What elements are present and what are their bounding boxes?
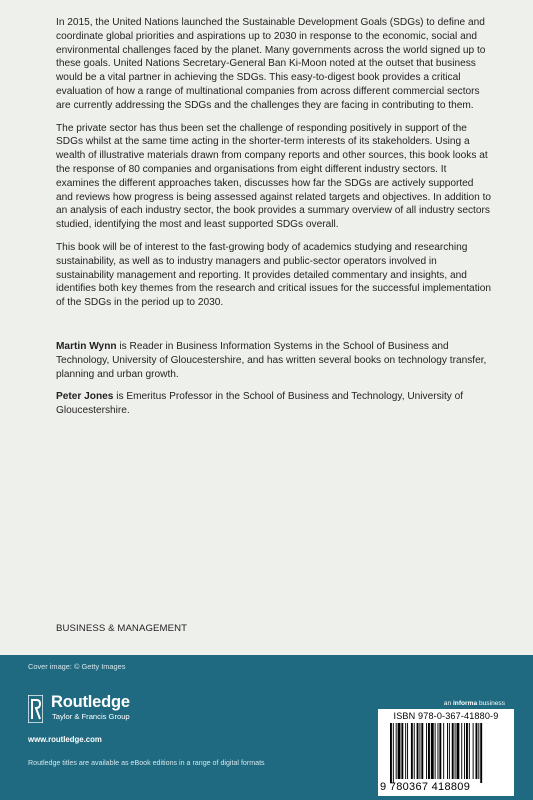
barcode-bar (396, 723, 397, 779)
author-bio-1 (56, 340, 492, 381)
barcode-bar (469, 723, 470, 779)
cover-image-credit: Cover image: © Getty Images (28, 662, 126, 671)
barcode-bar (480, 723, 482, 783)
barcode-bar (411, 723, 413, 779)
informa-business-tag (444, 700, 505, 707)
description-paragraph-2: The private sector has thus been set the challenge of responding positively in support of the SDGs whilst at the same time acting in the shorter-term interests of its stakeholders. Using a wealth of illustrative materials drawn from company reports and other sources, this book looks at the response of 80 companies and organisations from eight different industry sectors. It examines the different approaches taken, discusses how far the SDGs are actively supported and reviews how progress is being assessed against related targets and objectives. In addition to an analysis of each industry sector, the book provides a summary overview of all industry sectors studied, identifying the most and least supported SDGs overall. (56, 122, 492, 231)
description-paragraph-1: In 2015, the United Nations launched the Sustainable Development Goals (SDGs) to define and coordinate global priorities and aspirations up to 2030 in response to the economic, social and environmental challenges faced by the planet. Many governments across the world signed up to these goals. United Nations Secretary-General Ban Ki-Moon noted at the outset that business would be a vital partner in achieving the SDGs. This easy-to-digest book provides a critical evaluation of how a range of multinational companies from across different commercial sectors are currently addressing the SDGs and the challenges they are facing in contributing to them. (56, 17, 486, 111)
publisher-group: Taylor & Francis Group (52, 712, 130, 721)
author-bio-2 (56, 390, 492, 418)
description-paragraph-3: This book will be of interest to the fast-growing body of academics studying and researching sustainability, as well as to industry managers and public-sector operators involved in sustainability management and reporting. It provides detailed commentary and insights, and identifies both key themes from the research and critical issues for the successful implementation of the SDGs in the period up to 2030. (56, 241, 492, 309)
publisher-website-link[interactable]: www.routledge.com (28, 735, 102, 744)
informa-brand: informa (452, 700, 478, 707)
barcode-bar (428, 723, 430, 779)
barcode-bar (417, 723, 419, 779)
author-name-2: Peter Jones (56, 391, 114, 403)
barcode-bar (431, 723, 434, 779)
author-name-1: Martin Wynn (56, 340, 117, 352)
barcode-bar (405, 723, 406, 779)
barcode-bar (455, 723, 456, 779)
barcode-bar (461, 723, 462, 779)
isbn-number: ISBN 978-0-367-41880-9 (393, 711, 499, 721)
barcode-bar (435, 723, 436, 779)
barcode-bar (393, 723, 394, 783)
routledge-logo-icon (28, 695, 43, 723)
barcode-bar (464, 723, 465, 779)
barcode-bar (398, 723, 401, 779)
subject-category: BUSINESS & MANAGEMENT (56, 623, 188, 634)
ebook-availability-note: Routledge titles are available as eBook editions in a range of digital formats (28, 759, 265, 767)
barcode-icon (390, 723, 502, 783)
informa-suffix: business (477, 700, 505, 707)
barcode-bar (439, 723, 441, 779)
barcode-bar (426, 723, 427, 779)
informa-prefix: an (443, 700, 453, 707)
barcode-bar (457, 723, 460, 779)
barcode-bar (401, 723, 403, 779)
author-bio-1-text: is Reader in Business Information Systems in the School of Business and Technology, University of Gloucestershire, and has written several books on technology transfer, planning and urban growth. (56, 340, 487, 380)
barcode-bar (414, 723, 415, 779)
barcode-bar (419, 723, 420, 779)
barcode-bar (476, 723, 478, 779)
publisher-name: Routledge (51, 693, 130, 711)
back-cover-text (56, 16, 492, 427)
barcode-bar (449, 723, 450, 779)
barcode-digits: 9 780367 418809 (380, 781, 471, 793)
barcode-bar (466, 723, 468, 779)
barcode-bar (478, 723, 479, 779)
barcode-bar (421, 723, 423, 779)
publisher-footer (0, 655, 533, 800)
barcode-bar (452, 723, 454, 779)
author-bio-2-text: is Emeritus Professor in the School of Business and Technology, University of Gloucestershire. (56, 391, 464, 417)
barcode-bar (473, 723, 474, 779)
barcode-bar (390, 723, 392, 783)
isbn-barcode (378, 709, 514, 796)
barcode-bar (438, 723, 439, 779)
barcode-bar (443, 723, 444, 779)
barcode-bar (447, 723, 448, 779)
barcode-bar (407, 723, 408, 779)
